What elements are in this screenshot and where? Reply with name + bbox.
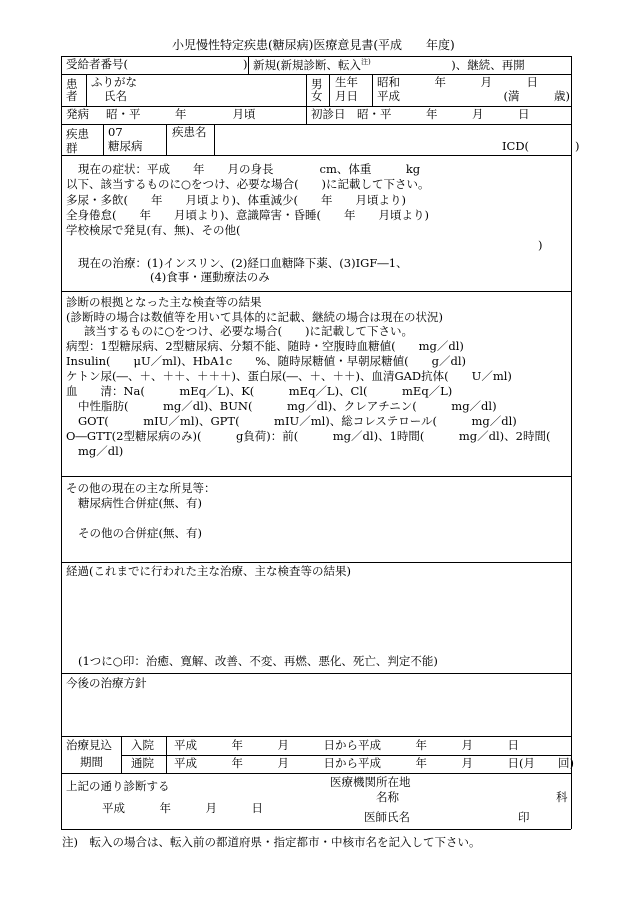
fatigue-consciousness-line[interactable]: 全身倦怠( 年 月頃より)、意識障害・昏睡( 年 月頃より)	[66, 208, 429, 222]
application-type-text: 新規(新規診断、転入	[253, 57, 361, 72]
serum-electrolytes-line[interactable]: 血 清：Na( mEq／L)、K( mEq／L)、Cl( mEq／L)	[66, 384, 453, 398]
outcome-choice-line[interactable]: (1つに○印：治癒、寛解、改善、不変、再燃、悪化、死亡、判定不能)	[78, 654, 438, 668]
birth-label-1: 生年	[335, 75, 358, 89]
current-treatment-line[interactable]: 現在の治療：(1)インスリン、(2)経口血糖降下薬、(3)IGF―1、	[78, 256, 408, 270]
disease-group-code: 07	[108, 125, 123, 139]
inpatient-period-field[interactable]: 平成 年 月 日から平成 年 月 日	[174, 738, 519, 752]
birth-date-showa[interactable]: 昭和 年 月 日	[377, 75, 538, 89]
diabetes-type-line[interactable]: 病型：1型糖尿病、2型糖尿病、分類不能、随時・空腹時血糖値( mg／dl)	[66, 339, 464, 353]
birth-date-heisei[interactable]: 平成 (満 歳)	[377, 89, 570, 103]
symptoms-instruction: 以下、該当するものに○をつけ、必要な場合( )に記載して下さい。	[66, 177, 430, 191]
ketone-protein-gad-line[interactable]: ケトン尿(―、＋、＋＋、＋＋＋)、蛋白尿(―、＋、＋＋)、血清GAD抗体( U／ml)	[66, 369, 512, 383]
icd-field[interactable]: ICD( )	[502, 139, 580, 153]
application-type-field[interactable]	[253, 59, 525, 71]
other-complication-field[interactable]: その他の合併症(無、有)	[78, 526, 202, 540]
disease-group-label: 疾患群	[66, 127, 89, 155]
treatment-period-label: 治療見込	[66, 738, 112, 752]
institution-name-field[interactable]: 名称	[376, 790, 399, 804]
ogtt-line[interactable]: O―GTT(2型糖尿病のみ)( g負荷)：前( mg／dl)、1時間( mg／dl)、2時間(	[66, 429, 551, 443]
progress-heading: 経過(これまでに行われた主な治療、主な検査等の結果)	[66, 564, 351, 578]
outpatient-label: 通院	[131, 756, 154, 770]
disease-name-label: 疾患名	[172, 125, 207, 139]
school-urine-test-line[interactable]: 学校検尿で発見(有、無)、その他(	[66, 223, 241, 237]
patient-label: 患者	[66, 77, 78, 103]
disease-group-name: 糖尿病	[108, 139, 143, 153]
onset-date-field[interactable]: 昭・平 年 月頃	[106, 107, 256, 121]
first-visit-field[interactable]: 初診日 昭・平 年 月 日	[311, 107, 530, 121]
transfer-footnote: 注) 転入の場合は、転入前の都道府県・指定都市・中核市名を記入して下さい。	[62, 835, 481, 849]
got-gpt-cholesterol-line[interactable]: GOT( mIU／ml)、GPT( mIU／ml)、総コレステロール( mg／dl)	[78, 414, 517, 428]
current-symptoms-line[interactable]: 現在の症状：平成 年 月の身長 cm、体重 kg	[78, 162, 421, 176]
inpatient-label: 入院	[131, 738, 154, 752]
application-type-rest: )、継続、再開	[370, 57, 525, 72]
treatment-period-label-2: 期間	[80, 755, 103, 769]
document-title: 小児慢性特定疾患(糖尿病)医療意見書(平成 年度)	[172, 38, 455, 52]
diabetic-complication-field[interactable]: 糖尿病性合併症(無、有)	[78, 496, 202, 510]
test-results-note: (診断時の場合は数値等を用いて具体的に記載、継続の場合は現在の状況)	[66, 310, 443, 324]
seal-mark: 印	[518, 810, 530, 824]
birth-label-2: 月日	[335, 89, 358, 103]
furigana-label: ふりがな	[91, 75, 137, 89]
diagnosis-statement: 上記の通り診断する	[66, 779, 170, 793]
polyuria-weightloss-line[interactable]: 多尿・多飲( 年 月頃より)、体重減少( 年 月頃より)	[66, 193, 406, 207]
recipient-number-field[interactable]: 受給者番号( )	[66, 57, 248, 71]
treatment-plan-label: 今後の治療方針	[66, 676, 147, 690]
department-label: 科	[556, 790, 568, 804]
insulin-hba1c-line[interactable]: Insulin( μU／ml)、HbA1c %、随時尿糖値・早朝尿糖値( g／dl)	[66, 354, 466, 368]
other-close-paren: )	[538, 238, 543, 252]
other-findings-heading: その他の現在の主な所見等：	[66, 481, 216, 495]
outpatient-period-field[interactable]: 平成 年 月 日から平成 年 月 日(月 回)	[174, 756, 574, 770]
test-results-heading: 診断の根拠となった主な検査等の結果	[66, 295, 262, 309]
name-label: 氏名	[104, 89, 127, 103]
diagnosis-date-field[interactable]: 平成 年 月 日	[102, 801, 263, 815]
sex-field[interactable]: 男女	[311, 77, 323, 103]
test-results-instruction: 該当するものに○をつけ、必要な場合( )に記載して下さい。	[84, 324, 414, 338]
lipid-bun-creatinine-line[interactable]: 中性脂肪( mg／dl)、BUN( mg／dl)、クレアチニン( mg／dl)	[78, 399, 497, 413]
institution-address-field[interactable]: 医療機関所在地	[330, 775, 411, 789]
current-treatment-line-2[interactable]: (4)食事・運動療法のみ	[150, 270, 270, 284]
ogtt-line-2[interactable]: mg／dl)	[78, 444, 124, 458]
treatment-plan-input[interactable]	[66, 694, 566, 732]
application-note-mark: 注)	[361, 58, 371, 66]
onset-label: 発病	[66, 107, 89, 121]
doctor-name-field[interactable]: 医師氏名	[364, 810, 410, 824]
